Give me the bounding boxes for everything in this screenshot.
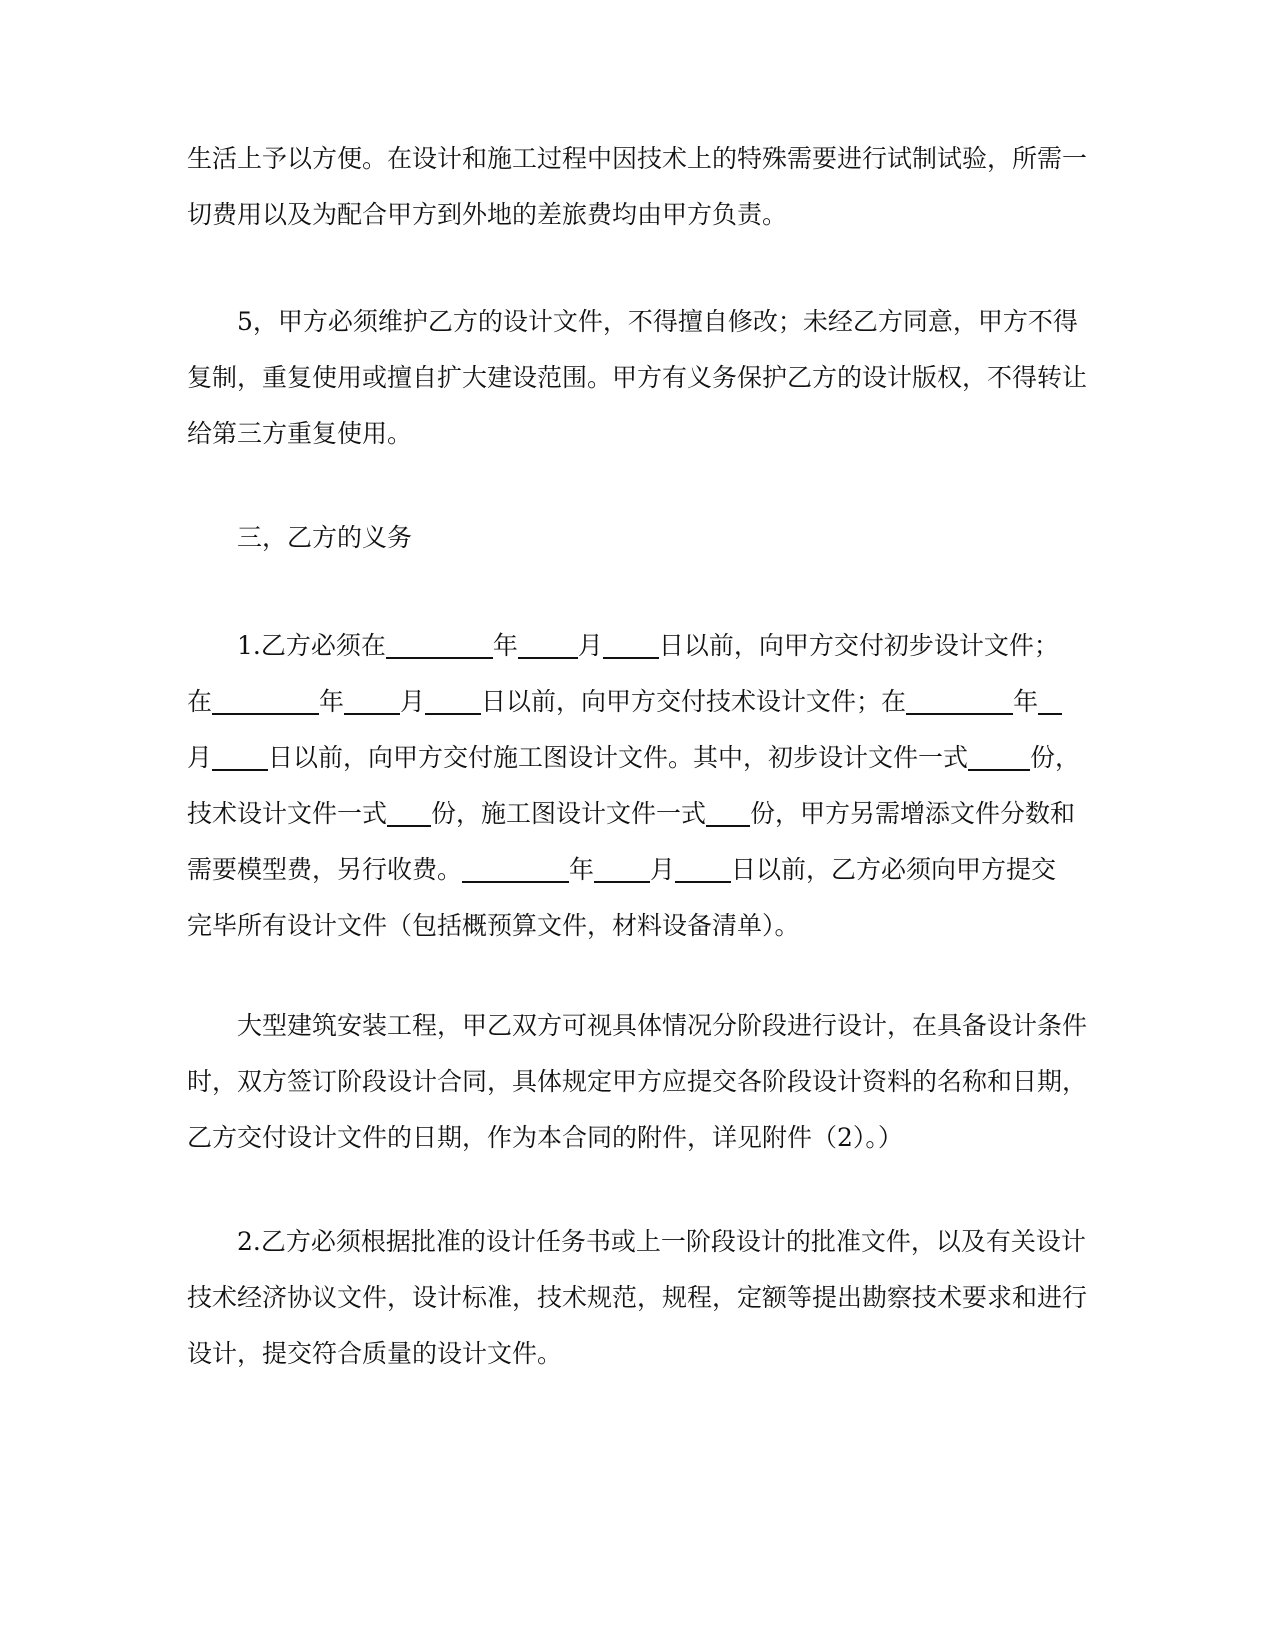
item-2-paragraph [187, 1214, 1092, 1382]
large-project-paragraph [187, 998, 1092, 1166]
text-line: 技术经济协议文件，设计标准，技术规范，规程，定额等提出勘察技术要求和进行 [187, 1283, 1088, 1312]
item-1-paragraph [187, 618, 1092, 954]
text-line: 设计，提交符合质量的设计文件。 [187, 1339, 563, 1368]
section-heading [187, 510, 1092, 566]
fill-in-blank [594, 856, 650, 883]
fill-in-blank [603, 632, 659, 659]
fill-in-blank [906, 688, 1013, 715]
fill-in-blank [675, 856, 731, 883]
text-line: 2.乙方必须根据批准的设计任务书或上一阶段设计的批准文件，以及有关设计 [237, 1227, 1086, 1256]
text-line: 技术设计文件一式 份，施工图设计文件一式 份，甲方另需增添文件分数和 [187, 799, 1076, 828]
section-heading-text: 三，乙方的义务 [237, 523, 413, 552]
text-line: 大型建筑安装工程，甲乙双方可视具体情况分阶段进行设计，在具备设计条件 [237, 1011, 1088, 1040]
fill-in-blank [706, 800, 750, 827]
paragraph-continuation [187, 131, 1092, 243]
text-line: 乙方交付设计文件的日期，作为本合同的附件，详见附件（2）。） [187, 1123, 903, 1152]
text-line: 在 年 月 日以前，向甲方交付技术设计文件；在 年 [187, 674, 1092, 730]
fill-in-blank [462, 856, 569, 883]
clause-5-text: 5，甲方必须维护乙方的设计文件，不得擅自修改；未经乙方同意，甲方不得 [237, 307, 1078, 336]
fill-in-blank [425, 688, 481, 715]
fill-in-blank [968, 744, 1030, 771]
text-line: 切费用以及为配合甲方到外地的差旅费均由甲方负责。 [187, 200, 788, 229]
fill-in-blank [1038, 688, 1062, 715]
text-line: 生活上予以方便。在设计和施工过程中因技术上的特殊需要进行试制试验，所需一 [187, 144, 1088, 173]
text-line: 复制，重复使用或擅自扩大建设范围。甲方有义务保护乙方的设计版权，不得转让 [187, 363, 1088, 392]
text-line [187, 294, 1092, 350]
text-line: 月 日以前，向甲方交付施工图设计文件。其中，初步设计文件一式 份， [187, 743, 1081, 772]
fill-in-blank [212, 688, 319, 715]
clause-5-paragraph [187, 294, 1092, 462]
fill-in-blank [386, 632, 493, 659]
fill-in-blank [212, 744, 268, 771]
fill-in-blank [344, 688, 400, 715]
fill-in-blank [518, 632, 578, 659]
text-line: 需要模型费，另行收费。 年 月 日以前，乙方必须向甲方提交 [187, 855, 1057, 884]
text-line: 1.乙方必须在 年 月 日以前，向甲方交付初步设计文件； [237, 631, 1059, 660]
fill-in-blank [387, 800, 431, 827]
text-line: 完毕所有设计文件（包括概预算文件，材料设备清单）。 [187, 911, 800, 940]
text-line: 时，双方签订阶段设计合同，具体规定甲方应提交各阶段设计资料的名称和日期， [187, 1067, 1088, 1096]
text-line: 给第三方重复使用。 [187, 419, 413, 448]
